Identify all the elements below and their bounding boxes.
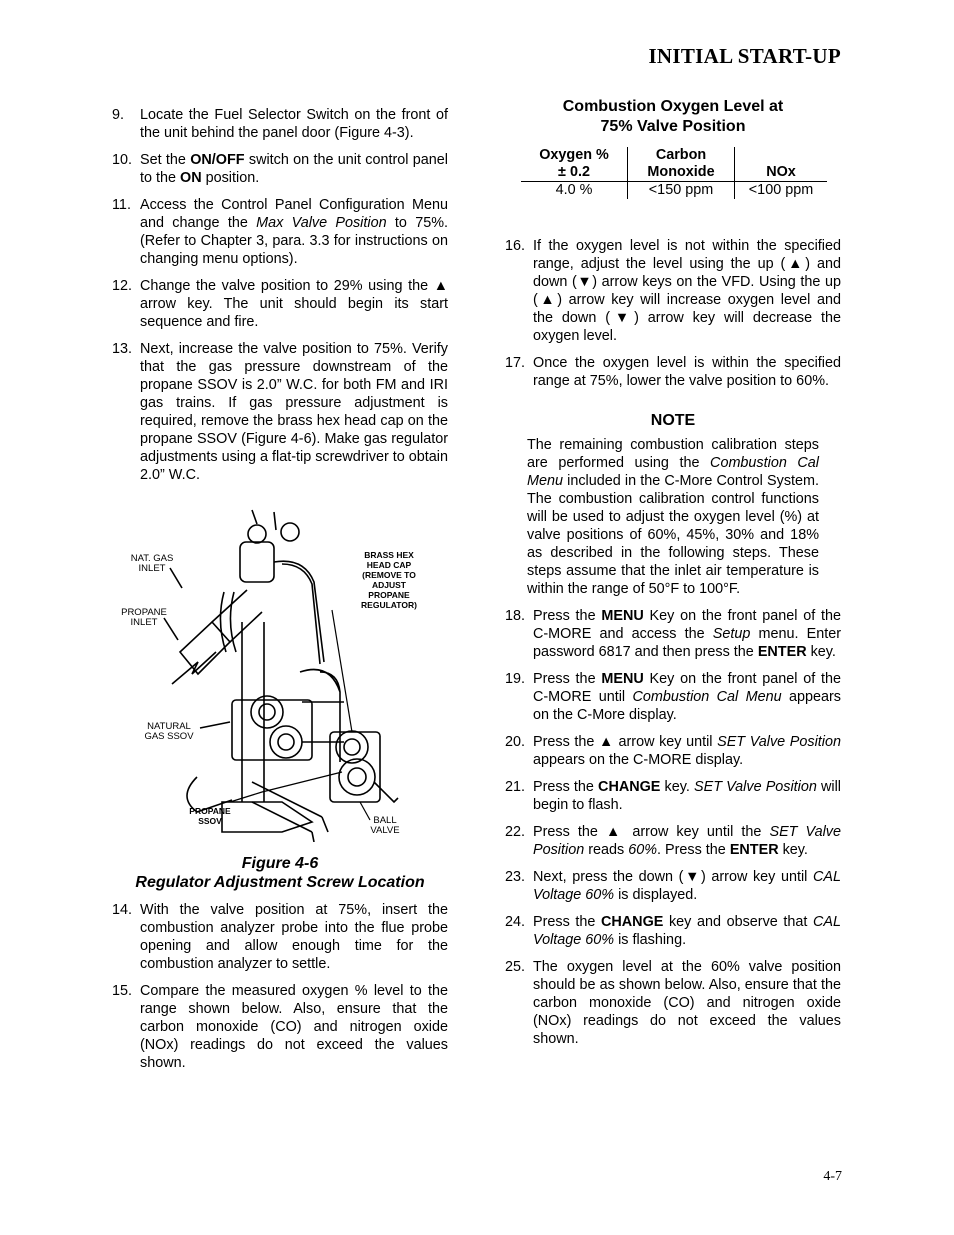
step-text: Change the valve position to 29% using the ▲ arrow key. The unit should begin its start sequence and fire. xyxy=(140,278,448,330)
step-text: The oxygen level at the 60% valve position should be as shown below. Also, ensure that the carbon monoxide (CO) and nitrogen oxide (NOx) readings do not exceed the values shown. xyxy=(533,959,841,1047)
label-natural-gas-ssov: NATURAL GAS SSOV xyxy=(144,721,194,742)
step-number: 20. xyxy=(505,734,526,750)
step-number: 10. xyxy=(112,152,133,168)
page-number: 4-7 xyxy=(823,1169,842,1184)
label-propane-ssov: PROPANE SSOV xyxy=(189,806,231,826)
page-header-title: INITIAL START-UP xyxy=(648,44,841,68)
step-text: Locate the Fuel Selector Switch on the front of the unit behind the panel door (Figure 4-3). xyxy=(140,107,448,141)
step-text: Next, press the down (▼) arrow key until CAL Voltage 60% is displayed. xyxy=(533,869,841,903)
label-ball-valve: BALL VALVE xyxy=(370,815,400,836)
step-text: Compare the measured oxygen % level to the range shown below. Also, ensure that the carbon monoxide (CO) and nitrogen oxide (NOx) readings do not exceed the values shown. xyxy=(140,983,448,1071)
list-item xyxy=(112,277,448,331)
step-text: If the oxygen level is not within the specified range, adjust the level using the up (▲) and down (▼) arrow keys on the VFD. Using the up (▲) arrow key will increase oxygen level and the down (▼) arrow key will decrease the oxygen level. xyxy=(533,238,841,344)
left-column xyxy=(112,106,448,1081)
table-header: NOx xyxy=(735,147,828,182)
step-text: With the valve position at 75%, insert the combustion analyzer probe into the flue probe opening and allow enough time for the combustion analyzer to settle. xyxy=(140,902,448,972)
table-title-line: Combustion Oxygen Level at xyxy=(562,98,784,115)
list-item xyxy=(505,733,841,769)
list-item xyxy=(112,151,448,187)
step-number: 24. xyxy=(505,914,526,930)
step-number: 19. xyxy=(505,671,526,687)
note-heading: NOTE xyxy=(650,412,696,429)
step-text: Set the ON/OFF switch on the unit control panel to the ON position. xyxy=(140,152,448,186)
figure-title: Regulator Adjustment Screw Location xyxy=(135,874,425,891)
step-number: 11. xyxy=(112,197,131,213)
figure-number: Figure 4-6 xyxy=(241,855,319,872)
right-column xyxy=(505,97,841,1057)
step-number: 15. xyxy=(112,983,133,999)
list-item xyxy=(505,913,841,949)
list-item xyxy=(505,823,841,859)
step-text: Once the oxygen level is within the specified range at 75%, lower the valve position to 60%. xyxy=(533,355,841,389)
list-item xyxy=(505,354,841,390)
step-list xyxy=(505,607,841,1048)
list-item xyxy=(505,958,841,1048)
list-item xyxy=(112,982,448,1072)
oxygen-level-table xyxy=(521,147,827,199)
step-text: Press the CHANGE key and observe that CAL Voltage 60% is flashing. xyxy=(533,914,841,948)
step-text: Press the ▲ arrow key until SET Valve Position appears on the C-MORE display. xyxy=(533,734,841,768)
step-number: 9. xyxy=(112,107,125,123)
label-nat-gas-inlet: NAT. GAS INLET xyxy=(130,553,174,574)
step-list xyxy=(112,901,448,1072)
step-number: 12. xyxy=(112,278,133,294)
table-header: Oxygen % ± 0.2 xyxy=(521,147,628,182)
list-item xyxy=(505,868,841,904)
step-number: 13. xyxy=(112,341,133,357)
table-header: Carbon Monoxide xyxy=(628,147,735,182)
step-text: Press the ▲ arrow key until the SET Valve Position reads 60%. Press the ENTER key. xyxy=(533,824,841,858)
list-item xyxy=(505,670,841,724)
step-text: Press the CHANGE key. SET Valve Position will begin to flash. xyxy=(533,779,841,813)
step-number: 14. xyxy=(112,902,133,918)
label-brass-hex-head-cap: BRASS HEX HEAD CAP (REMOVE TO ADJUST PROPANE REGULATOR) xyxy=(361,550,417,610)
step-number: 16. xyxy=(505,238,526,254)
table-title xyxy=(505,97,841,137)
list-item xyxy=(112,340,448,484)
step-number: 22. xyxy=(505,824,526,840)
step-number: 17. xyxy=(505,355,526,371)
figure-caption xyxy=(112,854,448,892)
list-item xyxy=(505,237,841,345)
list-item xyxy=(505,778,841,814)
step-number: 25. xyxy=(505,959,526,975)
figure-regulator xyxy=(112,502,448,842)
step-text: Access the Control Panel Configuration Menu and change the Max Valve Position to 75%. (Refer to Chapter 3, para. 3.3 for instructions on changing menu options). xyxy=(140,197,448,267)
step-number: 18. xyxy=(505,608,526,624)
table-cell: <150 ppm xyxy=(628,182,735,200)
step-list xyxy=(505,237,841,390)
list-item xyxy=(112,106,448,142)
label-propane-inlet: PROPANE INLET xyxy=(121,607,167,628)
table-row xyxy=(521,182,827,200)
table-cell: <100 ppm xyxy=(735,182,828,200)
table-cell: 4.0 % xyxy=(555,182,593,198)
step-text: Press the MENU Key on the front panel of the C-MORE until Combustion Cal Menu appears on the C-More display. xyxy=(533,671,841,723)
table-header-row xyxy=(521,147,827,182)
step-text: Press the MENU Key on the front panel of the C-MORE and access the Setup menu. Enter password 6817 and then press the ENTER key. xyxy=(533,608,841,660)
list-item xyxy=(112,901,448,973)
list-item xyxy=(112,196,448,268)
step-number: 23. xyxy=(505,869,526,885)
list-item xyxy=(505,607,841,661)
step-number: 21. xyxy=(505,779,526,795)
step-list xyxy=(112,106,448,484)
note-body: The remaining combustion calibration steps are performed using the Combustion Cal Menu included in the C-More Control System. The combustion calibration control functions will be used to adjust the oxygen level (%) at valve positions of 60%, 45%, 30% and 18% as described in the following steps. These steps assume that the inlet air temperature is within the range of 50°F to 100°F. xyxy=(527,437,819,597)
table-title-line: 75% Valve Position xyxy=(600,118,746,135)
step-text: Next, increase the valve position to 75%. Verify that the gas pressure downstream of the propane SSOV is 2.0” W.C. for both FM and IRI gas trains. If gas pressure adjustment is required, remove the brass hex head cap on the propane SSOV (Figure 4-6). Make gas regulator adjustments using a flat-tip screwdriver to obtain 2.0” W.C. xyxy=(140,341,448,483)
